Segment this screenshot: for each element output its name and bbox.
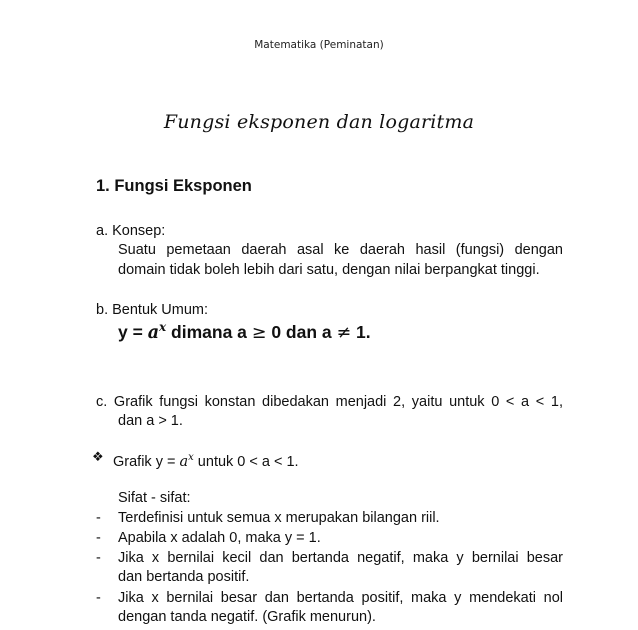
property-dash: - bbox=[96, 530, 101, 546]
property-dash: - bbox=[96, 590, 101, 606]
property-line: Apabila x adalah 0, maka y = 1. bbox=[118, 530, 321, 546]
graph-bullet-prefix: Grafik y = bbox=[113, 453, 180, 470]
item-a-line-2: domain tidak boleh lebih dari satu, dengan nilai berpangkat tinggi. bbox=[118, 262, 540, 278]
general-form-formula bbox=[118, 320, 371, 343]
formula-ne-symbol: ≠ bbox=[336, 322, 352, 343]
item-a-label: a. Konsep: bbox=[96, 223, 166, 239]
property-dash: - bbox=[96, 550, 101, 566]
property-line: dan bertanda positif. bbox=[118, 569, 250, 585]
property-line: Jika x bernilai kecil dan bertanda negatif, maka y bernilai besar bbox=[118, 550, 563, 566]
formula-text-2: 0 dan a bbox=[266, 321, 337, 342]
property-line: Jika x bernilai besar dan bertanda positif, maka y mendekati nol bbox=[118, 590, 563, 606]
item-c-line-1: c. Grafik fungsi konstan dibedakan menjadi 2, yaitu untuk 0 < a < 1, bbox=[96, 394, 563, 410]
property-line: Terdefinisi untuk semua x merupakan bilangan riil. bbox=[118, 510, 440, 526]
formula-ge-symbol: ≥ bbox=[251, 322, 267, 343]
graph-bullet-suffix: untuk 0 < a < 1. bbox=[193, 453, 299, 470]
item-b-label: b. Bentuk Umum: bbox=[96, 302, 209, 318]
page-header: Matematika (Peminatan) bbox=[254, 39, 384, 51]
item-c-line-2: dan a > 1. bbox=[118, 413, 183, 429]
formula-exponent: x bbox=[159, 320, 167, 334]
graph-bullet-text bbox=[113, 448, 299, 472]
property-line: dengan tanda negatif. (Grafik menurun). bbox=[118, 609, 376, 625]
formula-lhs: y = bbox=[118, 321, 148, 342]
graph-bullet-exponent: x bbox=[188, 452, 194, 463]
section-heading: 1. Fungsi Eksponen bbox=[96, 177, 252, 195]
bullet-diamond-icon: ❖ bbox=[92, 449, 104, 464]
formula-text-1: dimana a bbox=[166, 321, 252, 342]
property-dash: - bbox=[96, 510, 101, 526]
formula-text-3: 1. bbox=[351, 321, 371, 342]
graph-bullet-base: a bbox=[179, 453, 189, 470]
properties-heading: Sifat - sifat: bbox=[118, 490, 191, 506]
formula-base: a bbox=[147, 322, 160, 343]
item-a-line-1: Suatu pemetaan daerah asal ke daerah hasil (fungsi) dengan bbox=[118, 242, 563, 258]
document-title: Fungsi eksponen dan logaritma bbox=[163, 111, 475, 133]
